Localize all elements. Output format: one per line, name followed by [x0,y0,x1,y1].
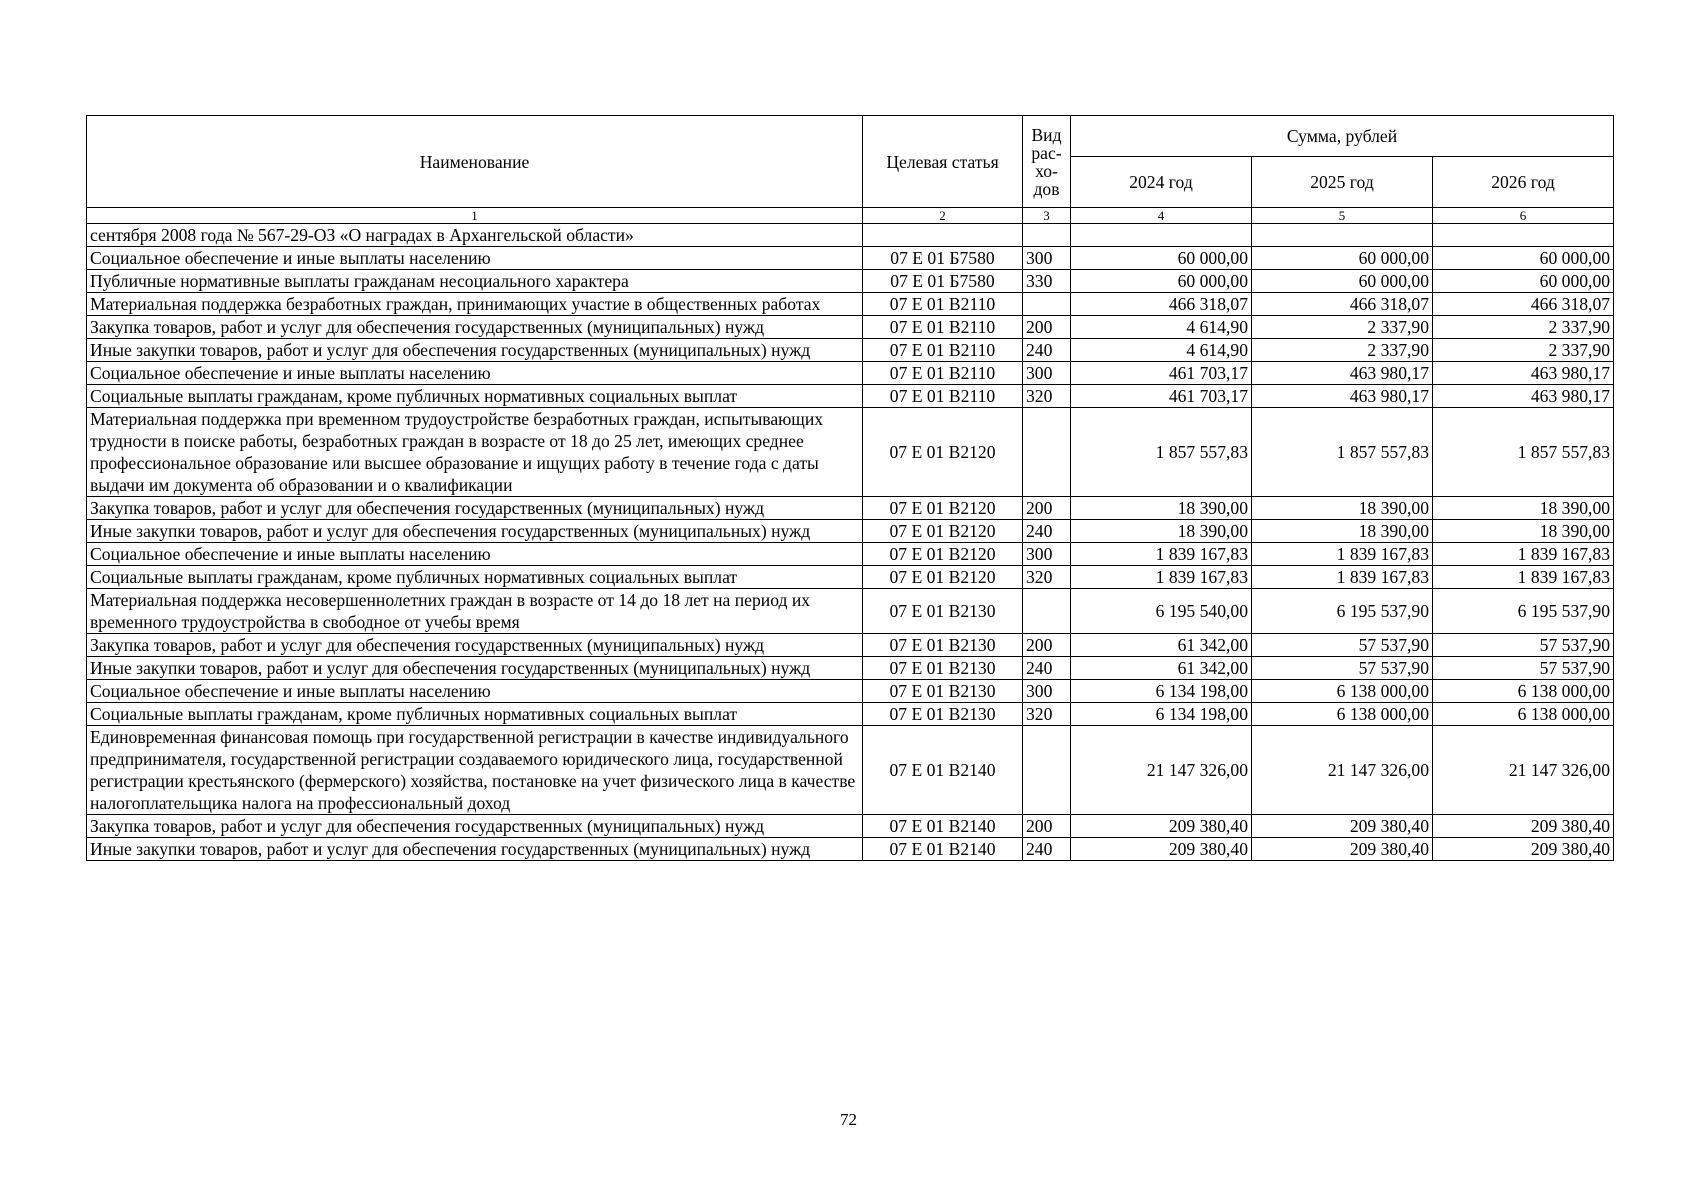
column-numbers-row [87,208,1614,224]
row-sum-2026: 6 138 000,00 [1433,680,1614,703]
row-sum-2024: 1 857 557,83 [1071,408,1252,497]
row-name: Социальные выплаты гражданам, кроме публичных нормативных социальных выплат [87,566,863,589]
table-row [87,270,1614,293]
row-sum-2026: 466 318,07 [1433,293,1614,316]
row-target-article: 07 Е 01 В2140 [863,838,1023,861]
row-sum-2026: 2 337,90 [1433,316,1614,339]
row-expense-type: 200 [1023,497,1071,520]
row-name: Публичные нормативные выплаты гражданам несоциального характера [87,270,863,293]
row-expense-type: 300 [1023,680,1071,703]
table-row [87,293,1614,316]
row-expense-type [1023,293,1071,316]
table-row [87,680,1614,703]
row-sum-2025: 60 000,00 [1252,270,1433,293]
row-expense-type: 300 [1023,247,1071,270]
row-target-article: 07 Е 01 В2110 [863,316,1023,339]
table-row [87,703,1614,726]
row-sum-2025: 209 380,40 [1252,838,1433,861]
row-sum-2025: 18 390,00 [1252,497,1433,520]
row-sum-2025: 6 138 000,00 [1252,703,1433,726]
row-sum-2025: 466 318,07 [1252,293,1433,316]
row-expense-type [1023,224,1071,247]
column-number: 2 [863,208,1023,224]
row-sum-2026: 18 390,00 [1433,520,1614,543]
row-sum-2024 [1071,224,1252,247]
row-expense-type [1023,408,1071,497]
row-sum-2024: 18 390,00 [1071,497,1252,520]
row-sum-2024: 6 134 198,00 [1071,680,1252,703]
table-row [87,543,1614,566]
table-row [87,316,1614,339]
row-expense-type: 200 [1023,815,1071,838]
header-target-article: Целевая статья [863,116,1023,208]
row-name: Социальное обеспечение и иные выплаты населению [87,543,863,566]
row-sum-2025: 57 537,90 [1252,634,1433,657]
row-sum-2024: 21 147 326,00 [1071,726,1252,815]
row-sum-2024: 6 195 540,00 [1071,589,1252,634]
table-row [87,247,1614,270]
column-number: 1 [87,208,863,224]
table-row [87,589,1614,634]
table-row [87,520,1614,543]
row-target-article: 07 Е 01 В2110 [863,339,1023,362]
row-target-article: 07 Е 01 В2130 [863,657,1023,680]
column-number: 6 [1433,208,1614,224]
row-expense-type: 320 [1023,566,1071,589]
row-target-article: 07 Е 01 В2110 [863,293,1023,316]
row-sum-2026: 57 537,90 [1433,657,1614,680]
row-name: Материальная поддержка безработных граждан, принимающих участие в общественных работах [87,293,863,316]
row-sum-2024: 461 703,17 [1071,385,1252,408]
row-expense-type: 320 [1023,703,1071,726]
row-target-article: 07 Е 01 В2130 [863,703,1023,726]
row-sum-2025 [1252,224,1433,247]
row-name: Закупка товаров, работ и услуг для обеспечения государственных (муниципальных) нужд [87,634,863,657]
row-name: Закупка товаров, работ и услуг для обеспечения государственных (муниципальных) нужд [87,316,863,339]
row-sum-2026: 60 000,00 [1433,247,1614,270]
row-expense-type [1023,726,1071,815]
row-target-article: 07 Е 01 В2110 [863,385,1023,408]
row-target-article: 07 Е 01 В2120 [863,543,1023,566]
table-row [87,497,1614,520]
row-sum-2025: 1 839 167,83 [1252,566,1433,589]
row-name: Закупка товаров, работ и услуг для обеспечения государственных (муниципальных) нужд [87,497,863,520]
row-sum-2025: 463 980,17 [1252,362,1433,385]
row-name: Иные закупки товаров, работ и услуг для обеспечения государственных (муниципальных) нужд [87,520,863,543]
row-sum-2024: 60 000,00 [1071,270,1252,293]
column-number: 5 [1252,208,1433,224]
row-target-article: 07 Е 01 Б7580 [863,270,1023,293]
row-target-article: 07 Е 01 Б7580 [863,247,1023,270]
row-sum-2025: 2 337,90 [1252,316,1433,339]
page-number: 72 [840,1110,857,1129]
row-sum-2026: 60 000,00 [1433,270,1614,293]
row-sum-2024: 461 703,17 [1071,362,1252,385]
row-expense-type: 240 [1023,520,1071,543]
table-row [87,634,1614,657]
row-expense-type: 240 [1023,339,1071,362]
row-expense-type: 200 [1023,316,1071,339]
table-row [87,408,1614,497]
row-sum-2026: 6 138 000,00 [1433,703,1614,726]
row-target-article: 07 Е 01 В2130 [863,589,1023,634]
row-target-article: 07 Е 01 В2140 [863,815,1023,838]
row-expense-type: 200 [1023,634,1071,657]
row-sum-2025: 18 390,00 [1252,520,1433,543]
row-sum-2024: 6 134 198,00 [1071,703,1252,726]
column-number: 4 [1071,208,1252,224]
row-sum-2026: 2 337,90 [1433,339,1614,362]
row-sum-2025: 6 195 537,90 [1252,589,1433,634]
row-sum-2024: 1 839 167,83 [1071,543,1252,566]
header-year-2025: 2025 год [1252,157,1433,208]
row-target-article: 07 Е 01 В2140 [863,726,1023,815]
row-sum-2024: 61 342,00 [1071,634,1252,657]
row-sum-2026: 209 380,40 [1433,815,1614,838]
row-target-article: 07 Е 01 В2120 [863,566,1023,589]
row-name: Социальные выплаты гражданам, кроме публичных нормативных социальных выплат [87,385,863,408]
row-sum-2025: 2 337,90 [1252,339,1433,362]
table-row [87,838,1614,861]
row-name: сентября 2008 года № 567-29-ОЗ «О наградах в Архангельской области» [87,224,863,247]
row-sum-2025: 1 857 557,83 [1252,408,1433,497]
row-sum-2025: 209 380,40 [1252,815,1433,838]
row-target-article [863,224,1023,247]
header-year-2024: 2024 год [1071,157,1252,208]
row-sum-2024: 4 614,90 [1071,316,1252,339]
row-target-article: 07 Е 01 В2120 [863,408,1023,497]
row-sum-2024: 1 839 167,83 [1071,566,1252,589]
row-sum-2025: 6 138 000,00 [1252,680,1433,703]
row-sum-2026: 21 147 326,00 [1433,726,1614,815]
row-sum-2026: 1 839 167,83 [1433,566,1614,589]
row-target-article: 07 Е 01 В2130 [863,680,1023,703]
row-sum-2025: 60 000,00 [1252,247,1433,270]
table-row [87,815,1614,838]
table-row [87,566,1614,589]
row-expense-type [1023,589,1071,634]
row-name: Единовременная финансовая помощь при государственной регистрации в качестве индивидуального предпринимателя, государственной регистрации создаваемого юридического лица, государственной регистрации крестьянского (фермерского) хозяйства, постановке на учет физического лица в качестве налогоплательщика налога на профессиональный доход [87,726,863,815]
row-name: Иные закупки товаров, работ и услуг для обеспечения государственных (муниципальных) нужд [87,339,863,362]
table-row [87,385,1614,408]
row-name: Закупка товаров, работ и услуг для обеспечения государственных (муниципальных) нужд [87,815,863,838]
table-row [87,362,1614,385]
row-sum-2024: 209 380,40 [1071,838,1252,861]
row-expense-type: 330 [1023,270,1071,293]
row-name: Социальное обеспечение и иные выплаты населению [87,247,863,270]
row-target-article: 07 Е 01 В2120 [863,497,1023,520]
table-body [87,224,1614,861]
row-sum-2025: 57 537,90 [1252,657,1433,680]
header-expense-type: Вид рас-хо-дов [1023,116,1071,208]
row-sum-2026: 1 857 557,83 [1433,408,1614,497]
row-expense-type: 300 [1023,362,1071,385]
row-name: Иные закупки товаров, работ и услуг для обеспечения государственных (муниципальных) нужд [87,657,863,680]
row-sum-2026: 463 980,17 [1433,385,1614,408]
row-target-article: 07 Е 01 В2130 [863,634,1023,657]
row-sum-2026: 18 390,00 [1433,497,1614,520]
row-name: Иные закупки товаров, работ и услуг для обеспечения государственных (муниципальных) нужд [87,838,863,861]
row-sum-2024: 60 000,00 [1071,247,1252,270]
row-expense-type: 240 [1023,838,1071,861]
row-name: Социальное обеспечение и иные выплаты населению [87,680,863,703]
row-sum-2024: 4 614,90 [1071,339,1252,362]
table-row [87,224,1614,247]
row-name: Социальное обеспечение и иные выплаты населению [87,362,863,385]
row-expense-type: 240 [1023,657,1071,680]
row-sum-2026: 1 839 167,83 [1433,543,1614,566]
row-sum-2026: 209 380,40 [1433,838,1614,861]
table-row [87,726,1614,815]
table-row [87,657,1614,680]
row-name: Материальная поддержка при временном трудоустройстве безработных граждан, испытывающих трудности в поиске работы, безработных граждан в возрасте от 18 до 25 лет, имеющих среднее профессиональное образование или высшее образование и ищущих работу в течение года с даты выдачи им документа об образовании и о квалификации [87,408,863,497]
row-expense-type: 300 [1023,543,1071,566]
table-header [87,116,1614,224]
row-expense-type: 320 [1023,385,1071,408]
row-sum-2024: 61 342,00 [1071,657,1252,680]
header-sum-group: Сумма, рублей [1071,116,1614,157]
row-sum-2025: 21 147 326,00 [1252,726,1433,815]
row-target-article: 07 Е 01 В2120 [863,520,1023,543]
row-sum-2025: 1 839 167,83 [1252,543,1433,566]
budget-table [86,115,1614,861]
row-name: Материальная поддержка несовершеннолетних граждан в возрасте от 14 до 18 лет на период их временного трудоустройства в свободное от учебы время [87,589,863,634]
column-number: 3 [1023,208,1071,224]
row-sum-2024: 209 380,40 [1071,815,1252,838]
header-year-2026: 2026 год [1433,157,1614,208]
row-sum-2024: 18 390,00 [1071,520,1252,543]
row-name: Социальные выплаты гражданам, кроме публичных нормативных социальных выплат [87,703,863,726]
row-sum-2024: 466 318,07 [1071,293,1252,316]
row-sum-2026 [1433,224,1614,247]
row-sum-2026: 6 195 537,90 [1433,589,1614,634]
header-name: Наименование [87,116,863,208]
row-target-article: 07 Е 01 В2110 [863,362,1023,385]
table-row [87,339,1614,362]
row-sum-2026: 57 537,90 [1433,634,1614,657]
row-sum-2026: 463 980,17 [1433,362,1614,385]
row-sum-2025: 463 980,17 [1252,385,1433,408]
